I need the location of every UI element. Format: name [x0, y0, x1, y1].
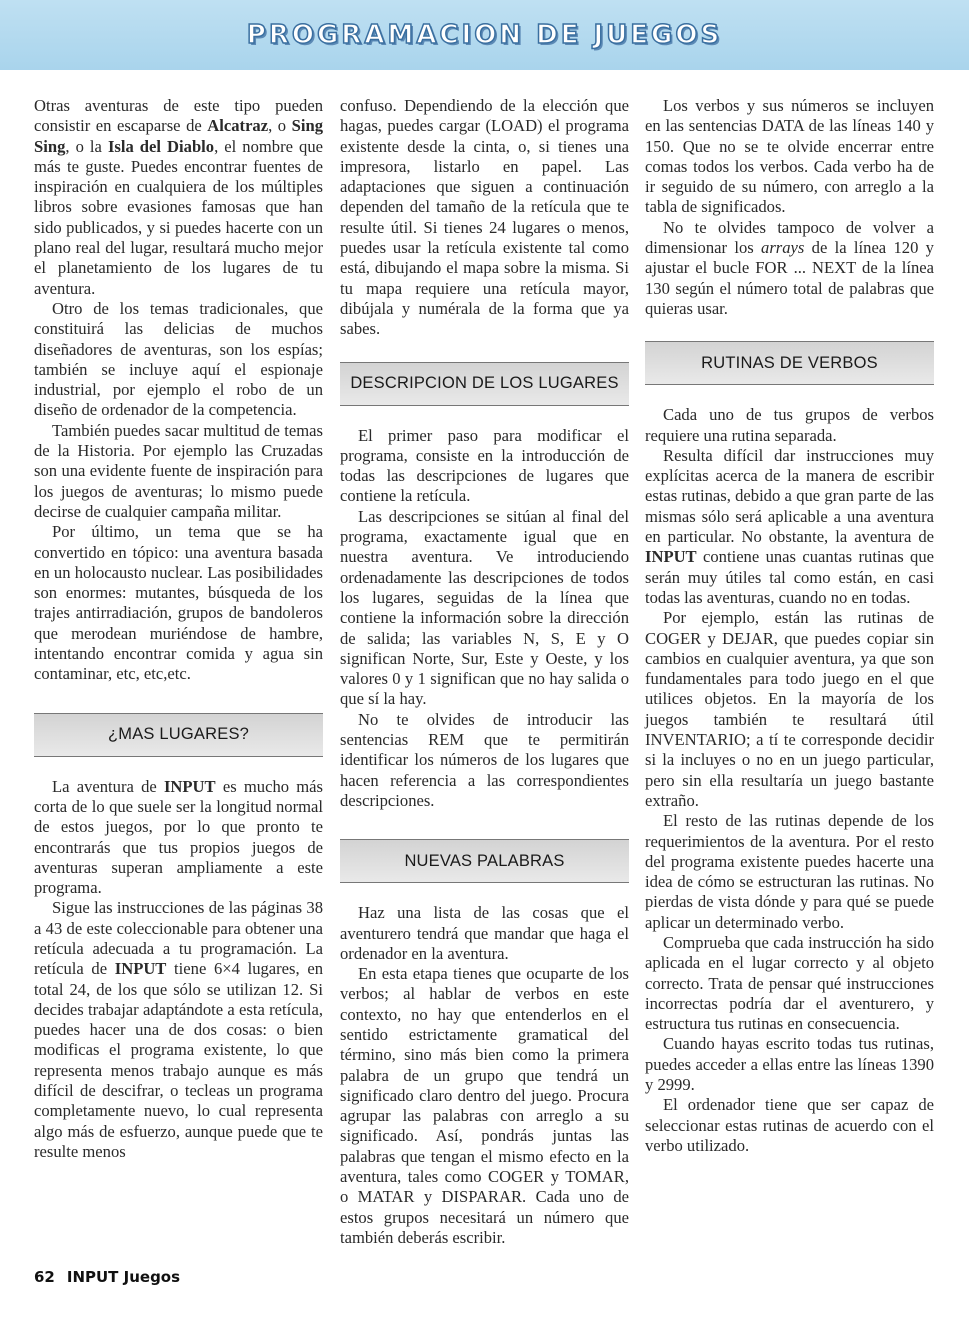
paragraph: Comprueba que cada instrucción ha sido aplicada en el lugar correcto y al objeto correcto. Trata de pensar qué instrucciones incorrectas podría dar el aventurero, y estructura tus rutinas en consecuencia. [645, 932, 934, 1034]
paragraph: confuso. Dependiendo de la elección que hagas, puedes cargar (LOAD) el programa existente desde la cinta, o, si tienes una impresora, listarlo en papel. Las adaptaciones que siguen a continuación dependen del tamaño de la retícula que te resulte útil. Si tienes 24 lugares o menos, puedes usar la retícula existente tal como está, dibujando el mapa sobre la misma. Si tu mapa requiere una retícula mayor, dibújala y numérala de la forma que ya sabes. [340, 96, 629, 339]
paragraph: El resto de las rutinas depende de los requerimientos de la aventura. Por el resto del programa existente puedes hacerte una idea de cómo se estructuran las rutinas. No pierdas de vista dónde y para qué se puede aplicar un determinado verbo. [645, 811, 934, 932]
page-number: 62 [34, 1268, 55, 1286]
paragraph: Los verbos y sus números se incluyen en las sentencias DATA de las líneas 140 y 150. Que no se te olvide encerrar entre comas todos los verbos. Cada verbo ha de ir seguido de su número, con arreglo a la tabla de significados. [645, 96, 934, 217]
section-heading: ¿MAS LUGARES? [34, 713, 323, 757]
paragraph: Cada uno de tus grupos de verbos requiere una rutina separada. [645, 405, 934, 445]
column-3 [645, 96, 934, 1156]
page-footer [34, 1268, 192, 1286]
paragraph: Por último, un tema que se ha convertido en tópico: una aventura basada en un holocausto nuclear. Las posibilidades son enormes: mutantes, búsqueda de los trajes antirradiación, grupos de bandoleros que merodean muriéndose de hambre, intentando encontrar comida y agua sin contaminar, etc, etc,etc. [34, 522, 323, 684]
header-banner [0, 0, 969, 70]
section-heading: NUEVAS PALABRAS [340, 839, 629, 883]
paragraph: Otro de los temas tradicionales, que constituirá las delicias de muchos diseñadores de aventuras, son los espías; también se incluye aquí el espionaje industrial, por ejemplo el robo de un diseño de ordenador de la competencia. [34, 298, 323, 420]
paragraph: También puedes sacar multitud de temas de la Historia. Por ejemplo las Cruzadas son una evidente fuente de inspiración para los juegos de aventuras; lo mismo puede decirse de cualquier campaña militar. [34, 420, 323, 521]
paragraph: Sigue las instrucciones de las páginas 38 a 43 de este coleccionable para obtener una retícula adecuada a tu programación. La retícula de INPUT tiene 6×4 lugares, en total 24, de los que sólo se utilizan 12. Si decides trabajar adaptándote a esta retícula, puedes hacer una de dos cosas: o bien modificas el programa existente, lo que representa menos trabajo aunque es más difícil de descifrar, o tecleas un programa completamente nuevo, lo cual representa algo más de esfuerzo, aunque puede que te resulte menos [34, 898, 323, 1161]
paragraph: Resulta difícil dar instrucciones muy explícitas acerca de la manera de escribir estas rutinas, debido a que gran parte de las mismas sólo será aplicable a una aventura en particular. No obstante, la aventura de INPUT contiene unas cuantas rutinas que serán muy útiles tal como están, en casi todas las aventuras, cuando no en todas. [645, 445, 934, 607]
section-heading: RUTINAS DE VERBOS [645, 341, 934, 385]
paragraph: No te olvides tampoco de volver a dimensionar los arrays de la línea 120 y ajustar el bucle FOR ... NEXT de la línea 130 según el número total de palabras que quieras usar. [645, 217, 934, 318]
paragraph: Las descripciones se sitúan al final del programa, exactamente igual que en nuestra aventura. Ve introduciendo ordenadamente las descripciones de todos los lugares, seguidas de la línea que contiene la información sobre la dirección de salida; las variables N, S, E y O significan Norte, Sur, Este y Oeste, y los valores 0 y 1 significan que no hay salida o que sí la hay. [340, 506, 629, 709]
paragraph: Por ejemplo, están las rutinas de COGER y DEJAR, que puedes copiar sin cambios en cualquier aventura, ya que son fundamentales para todo juego en el que utilices objetos. En la mayoría de los juegos también te resultará útil INVENTARIO; a tí te corresponde decidir si la incluyes o no en un juego particular, pero sin ella resultaría un juego bastante extraño. [645, 608, 934, 810]
paragraph: Haz una lista de las cosas que el aventurero tendrá que mandar que haga el ordenador en la aventura. [340, 903, 629, 963]
paragraph: El ordenador tiene que ser capaz de seleccionar estas rutinas de acuerdo con el verbo utilizado. [645, 1095, 934, 1155]
paragraph: La aventura de INPUT es mucho más corta de lo que suele ser la longitud normal de estos juegos, por lo que pronto te encontrarás que tus propios juegos de aventuras superan ampliamente a este programa. [34, 776, 323, 898]
section-heading: DESCRIPCION DE LOS LUGARES [340, 362, 629, 406]
column-2 [340, 96, 629, 1248]
paragraph: El primer paso para modificar el programa, consiste en la introducción de todas las descripciones de lugares que contiene la retícula. [340, 425, 629, 506]
paragraph: Otras aventuras de este tipo pueden consistir en escaparse de Alcatraz, o Sing Sing, o la Isla del Diablo, el nombre que más te guste. Puedes encontrar fuentes de inspiración en cualquiera de los múltiples libros sobre evasiones famosas que han sido publicados, y si puedes hacerte con un plano real del lugar, resultará mucho mejor el planetamiento de los lugares de tu aventura. [34, 96, 323, 298]
paragraph: Cuando hayas escrito todas tus rutinas, puedes acceder a ellas entre las líneas 1390 y 2999. [645, 1034, 934, 1095]
paragraph: No te olvides de introducir las sentencias REM que te permitirán identificar los números de los lugares que hacen referencia a las correspondientes descripciones. [340, 709, 629, 810]
column-1 [34, 96, 323, 1162]
paragraph: En esta etapa tienes que ocuparte de los verbos; al hablar de verbos en este contexto, no hay que entenderlos en el sentido estrictamente gramatical del término, sino más bien como la primera palabra de un grupo que tendrá un significado claro dentro del juego. Procura agrupar las palabras con arreglo a su significado. Así, pondrás juntas las palabras que tengan el mismo efecto en la aventura, tales como COGER y TOMAR, o MATAR y DISPARAR. Cada uno de estos grupos necesitará un número que también deberás escribir. [340, 964, 629, 1247]
publication-name: INPUT Juegos [66, 1268, 181, 1286]
section-title: PROGRAMACION DE JUEGOS [246, 20, 723, 50]
